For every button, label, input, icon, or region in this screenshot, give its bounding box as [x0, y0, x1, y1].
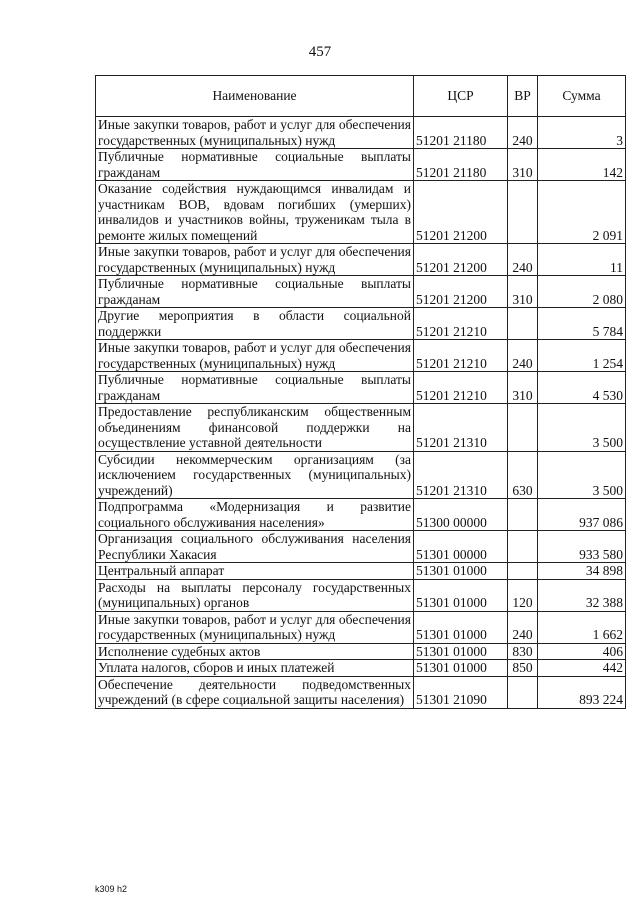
cell-sum: 3: [538, 117, 626, 149]
cell-vr: [508, 563, 538, 580]
budget-table: [95, 75, 626, 709]
cell-csr: 51301 01000: [414, 611, 508, 643]
cell-name: Другие мероприятия в области социальной поддержки: [96, 308, 414, 340]
table-row: [96, 340, 626, 372]
cell-vr: [508, 181, 538, 244]
header-vr: ВР: [508, 76, 538, 117]
cell-name: Центральный аппарат: [96, 563, 414, 580]
cell-sum: 142: [538, 149, 626, 181]
cell-vr: [508, 531, 538, 563]
cell-csr: 51301 01000: [414, 660, 508, 677]
cell-vr: [508, 499, 538, 531]
table-row: [96, 660, 626, 677]
cell-csr: 51201 21310: [414, 404, 508, 452]
cell-name: Иные закупки товаров, работ и услуг для обеспечения государственных (муниципальных) нужд: [96, 340, 414, 372]
table-row: [96, 499, 626, 531]
cell-sum: 933 580: [538, 531, 626, 563]
table-row: [96, 643, 626, 660]
cell-csr: 51301 21090: [414, 676, 508, 708]
cell-csr: 51301 01000: [414, 563, 508, 580]
table-row: [96, 372, 626, 404]
cell-sum: 4 530: [538, 372, 626, 404]
cell-name: Публичные нормативные социальные выплаты гражданам: [96, 149, 414, 181]
header-csr: ЦСР: [414, 76, 508, 117]
header-sum: Сумма: [538, 76, 626, 117]
cell-sum: 5 784: [538, 308, 626, 340]
cell-vr: 240: [508, 611, 538, 643]
cell-sum: 3 500: [538, 404, 626, 452]
table-body: [96, 117, 626, 709]
cell-name: Обеспечение деятельности подведомственных учреждений (в сфере социальной защиты населения): [96, 676, 414, 708]
cell-csr: 51301 01000: [414, 579, 508, 611]
cell-name: Публичные нормативные социальные выплаты гражданам: [96, 372, 414, 404]
cell-vr: 240: [508, 340, 538, 372]
table-row: [96, 579, 626, 611]
cell-vr: [508, 308, 538, 340]
cell-vr: [508, 404, 538, 452]
cell-vr: 310: [508, 149, 538, 181]
cell-sum: 2 091: [538, 181, 626, 244]
cell-csr: 51201 21200: [414, 276, 508, 308]
cell-vr: 120: [508, 579, 538, 611]
cell-csr: 51201 21210: [414, 340, 508, 372]
header-row: [96, 76, 626, 117]
table-row: [96, 244, 626, 276]
cell-sum: 2 080: [538, 276, 626, 308]
cell-csr: 51201 21200: [414, 244, 508, 276]
cell-vr: 240: [508, 244, 538, 276]
cell-csr: 51300 00000: [414, 499, 508, 531]
cell-csr: 51201 21180: [414, 117, 508, 149]
table-row: [96, 611, 626, 643]
cell-vr: 240: [508, 117, 538, 149]
cell-sum: 11: [538, 244, 626, 276]
cell-vr: 850: [508, 660, 538, 677]
cell-name: Иные закупки товаров, работ и услуг для обеспечения государственных (муниципальных) нужд: [96, 117, 414, 149]
cell-name: Исполнение судебных актов: [96, 643, 414, 660]
table-row: [96, 404, 626, 452]
cell-name: Иные закупки товаров, работ и услуг для обеспечения государственных (муниципальных) нужд: [96, 244, 414, 276]
header-name: Наименование: [96, 76, 414, 117]
table-row: [96, 563, 626, 580]
table-row: [96, 451, 626, 499]
cell-name: Подпрограмма «Модернизация и развитие социального обслуживания населения»: [96, 499, 414, 531]
cell-csr: 51201 21210: [414, 308, 508, 340]
cell-sum: 937 086: [538, 499, 626, 531]
table-row: [96, 181, 626, 244]
table-row: [96, 149, 626, 181]
table-row: [96, 117, 626, 149]
cell-vr: 830: [508, 643, 538, 660]
table-row: [96, 276, 626, 308]
cell-csr: 51201 21210: [414, 372, 508, 404]
cell-sum: 406: [538, 643, 626, 660]
cell-sum: 1 662: [538, 611, 626, 643]
footer-code: k309 h2: [95, 884, 128, 894]
page-number: 457: [308, 44, 332, 60]
cell-sum: 893 224: [538, 676, 626, 708]
cell-name: Уплата налогов, сборов и иных платежей: [96, 660, 414, 677]
cell-vr: [508, 676, 538, 708]
cell-name: Публичные нормативные социальные выплаты гражданам: [96, 276, 414, 308]
cell-sum: 3 500: [538, 451, 626, 499]
table-row: [96, 531, 626, 563]
cell-name: Организация социального обслуживания населения Республики Хакасия: [96, 531, 414, 563]
cell-csr: 51301 01000: [414, 643, 508, 660]
cell-name: Иные закупки товаров, работ и услуг для обеспечения государственных (муниципальных) нужд: [96, 611, 414, 643]
cell-csr: 51201 21200: [414, 181, 508, 244]
table-row: [96, 308, 626, 340]
cell-name: Предоставление республиканским общественным объединениям финансовой поддержки на осуществление уставной деятельности: [96, 404, 414, 452]
cell-vr: 310: [508, 372, 538, 404]
cell-sum: 32 388: [538, 579, 626, 611]
cell-sum: 442: [538, 660, 626, 677]
cell-name: Оказание содействия нуждающимся инвалидам и участникам ВОВ, вдовам погибших (умерших) инвалидов и участников войны, труженикам тыла в ремонте жилых помещений: [96, 181, 414, 244]
table-header: [96, 76, 626, 117]
cell-csr: 51201 21180: [414, 149, 508, 181]
cell-vr: 310: [508, 276, 538, 308]
cell-csr: 51301 00000: [414, 531, 508, 563]
cell-name: Субсидии некоммерческим организациям (за исключением государственных (муниципальных) учреждений): [96, 451, 414, 499]
cell-sum: 34 898: [538, 563, 626, 580]
cell-csr: 51201 21310: [414, 451, 508, 499]
table-row: [96, 676, 626, 708]
cell-vr: 630: [508, 451, 538, 499]
cell-sum: 1 254: [538, 340, 626, 372]
cell-name: Расходы на выплаты персоналу государственных (муниципальных) органов: [96, 579, 414, 611]
